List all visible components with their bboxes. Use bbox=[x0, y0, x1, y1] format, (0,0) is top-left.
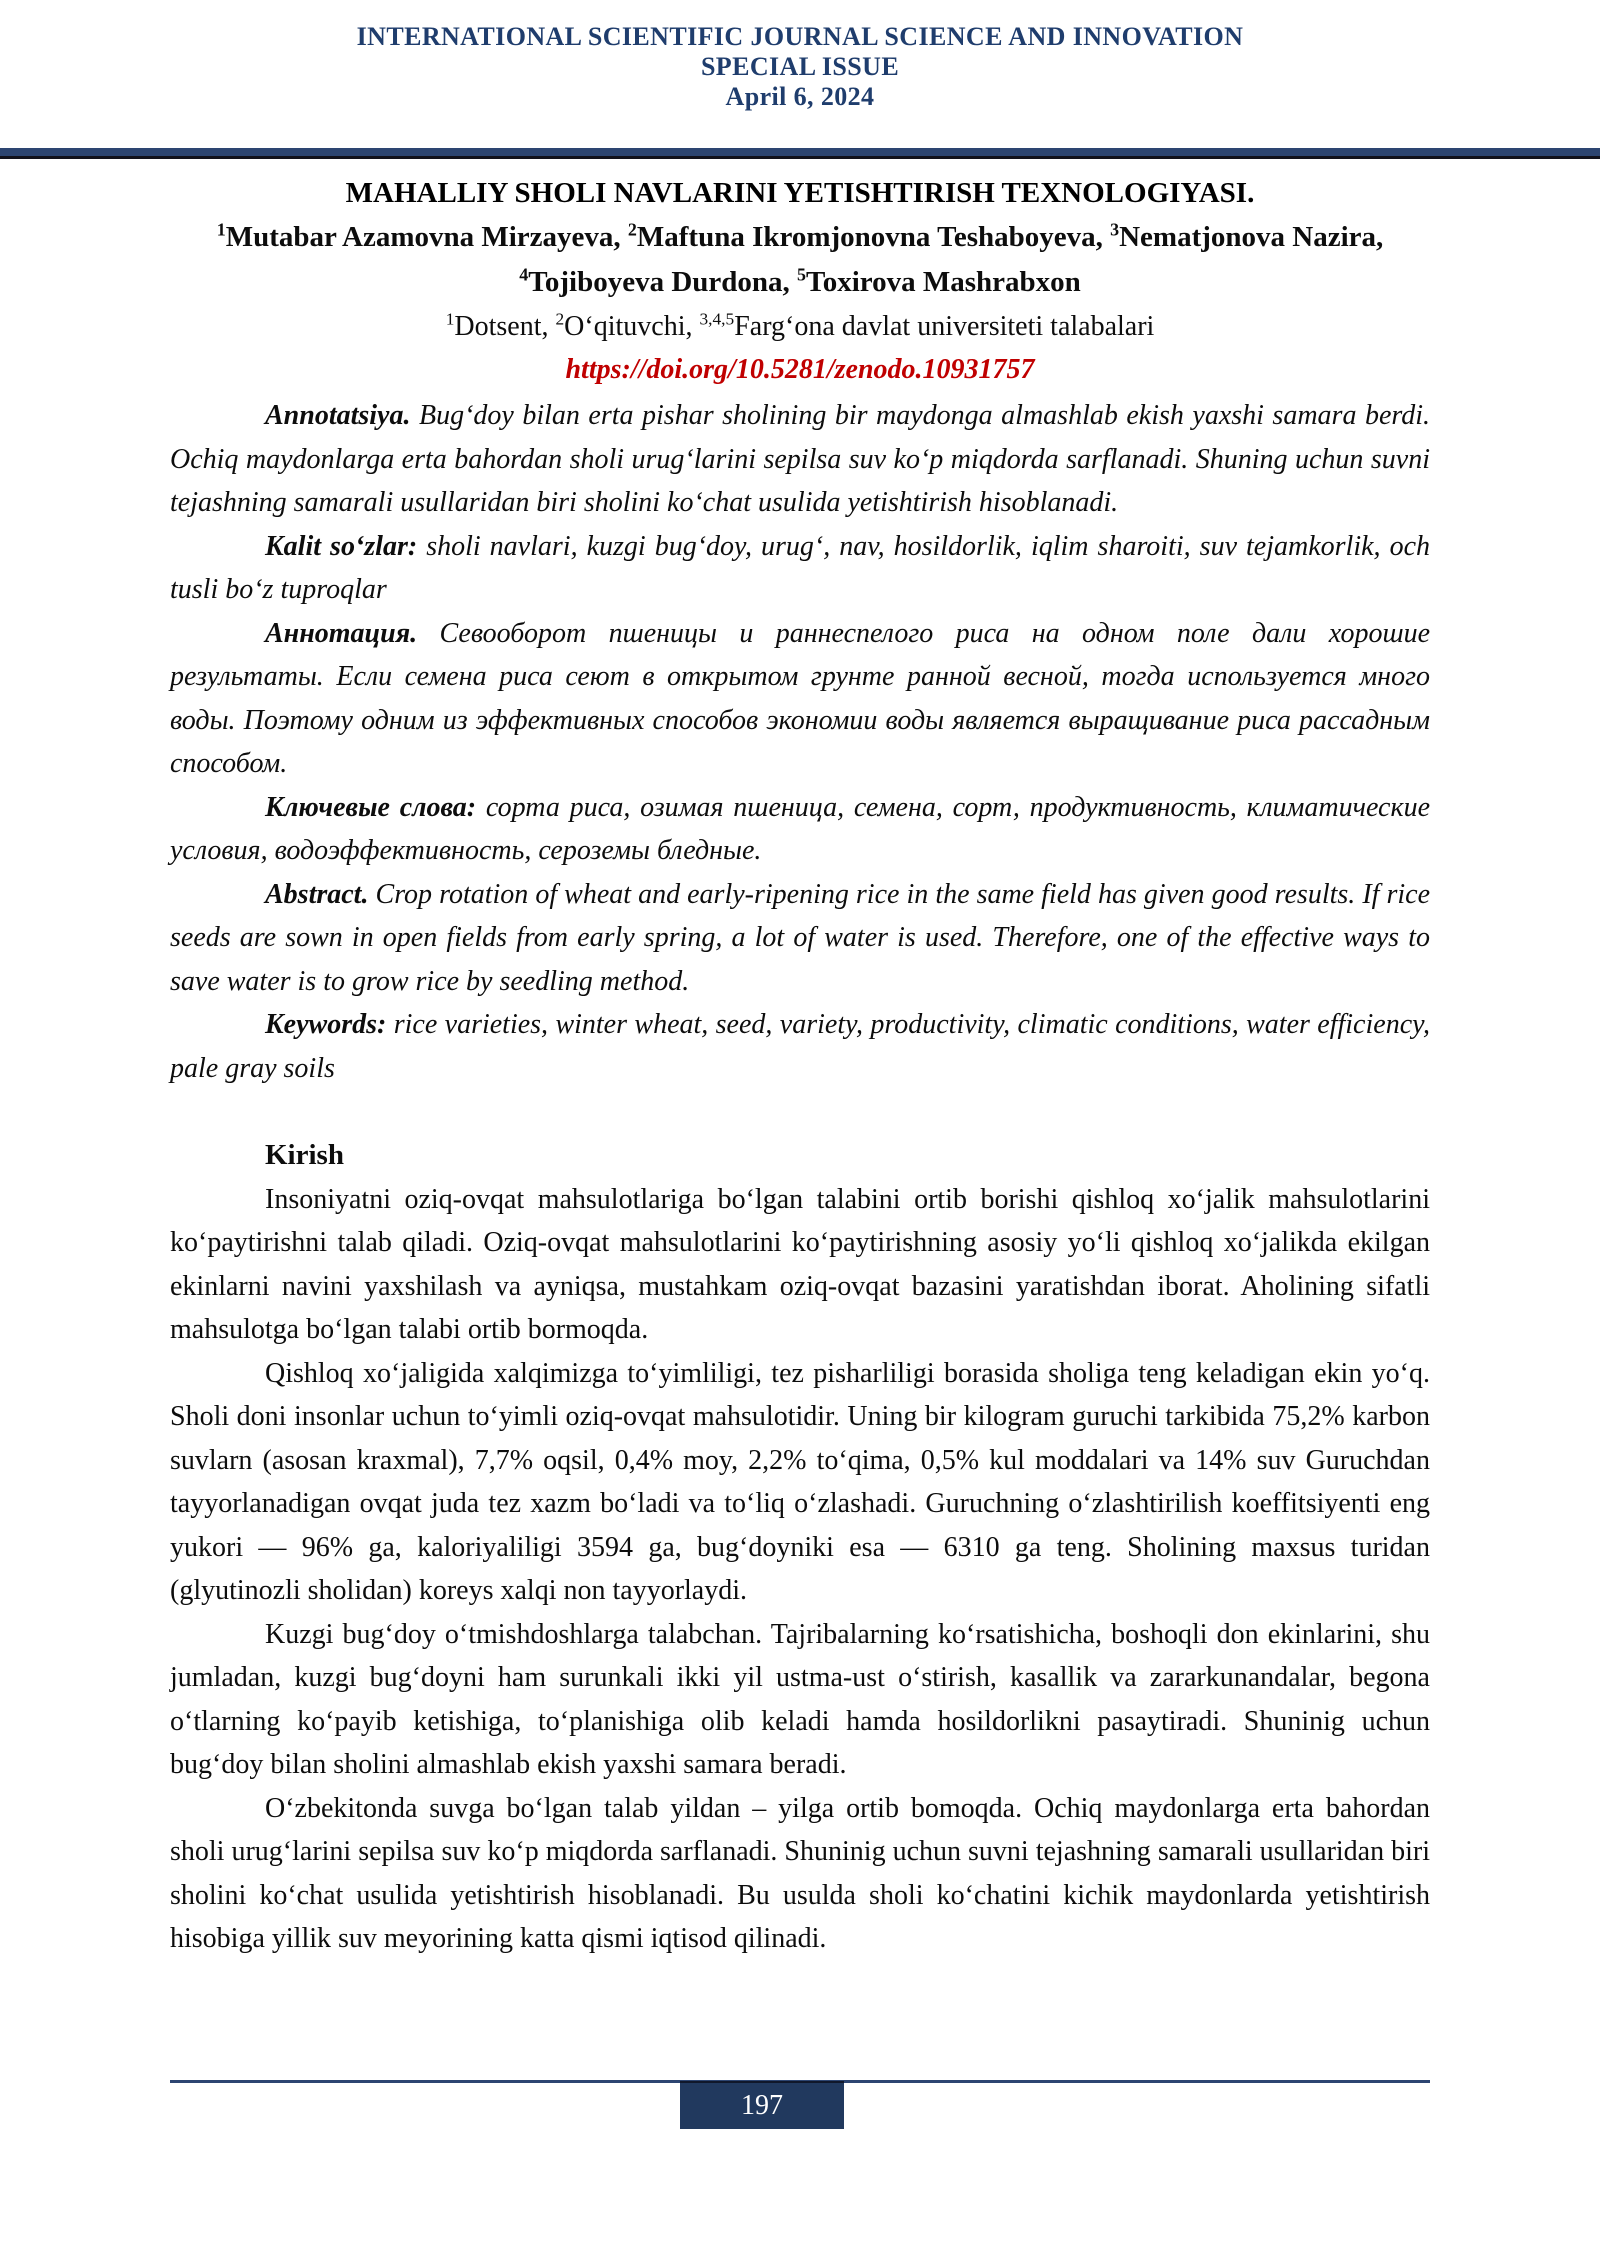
author-name: Maftuna Ikromjonovna Teshaboyeva, bbox=[636, 221, 1111, 253]
article-title: MAHALLIY SHOLI NAVLARINI YETISHTIRISH TEXNOLOGIYASI. bbox=[345, 177, 1255, 209]
author-name: Nematjonova Nazira, bbox=[1119, 221, 1384, 253]
issue-date: April 6, 2024 bbox=[725, 82, 875, 111]
affiliation-line bbox=[170, 305, 1430, 348]
abstract-en-text: Crop rotation of wheat and early-ripening rice in the same field has given good results. If rice seeds are sown in open fields from early spring, a lot of water is used. Therefore, one of the effective ways to save water is to grow rice by seedling method. bbox=[170, 878, 1430, 997]
affiliation-superscript: 2 bbox=[555, 309, 565, 329]
author-superscript: 1 bbox=[216, 219, 226, 240]
affiliation-superscript: 3,4,5 bbox=[699, 309, 735, 329]
body-paragraph-1: Insoniyatni oziq-ovqat mahsulotlariga bo‘lgan talabini ortib borishi qishloq xo‘jalik mahsulotlarini ko‘paytirishni talab qiladi. Oziq-ovqat mahsulotlarini ko‘paytirishning asosiy yo‘li qishloq xo‘jalikda ekilgan ekinlarni navini yaxshilash va ayniqsa, mustahkam oziq-ovqat bazasini yaratishdan iborat. Aholining sifatli mahsulotga bo‘lgan talabi ortib bormoqda. bbox=[170, 1183, 1430, 1345]
author-superscript: 5 bbox=[797, 264, 807, 285]
author-name: Mutabar Azamovna Mirzayeva, bbox=[225, 221, 628, 253]
authors-line bbox=[170, 215, 1430, 305]
body-paragraph-2: Qishloq xo‘jaligida xalqimizga to‘yimliligi, tez pisharliligi borasida sholiga teng keladigan ekin yo‘q. Sholi doni insonlar uchun to‘yimli oziq-ovqat mahsulotidir. Uning bir kilogram guruchi tarkibida 75,2% karbon suvlarn (asosan kraxmal), 7,7% oqsil, 0,4% moy, 2,2% to‘qima, 0,5% kul moddalari va 14% suv Guruchdan tayyorlanadigan ovqat juda tez xazm bo‘ladi va to‘liq o‘zlashadi. Guruchning o‘zlashtirilish koeffitsiyenti eng yukori — 96% ga, kaloriyaliligi 3594 ga, bug‘doyniki esa — 6310 ga teng. Sholining maxsus turidan (glyutinozli sholidan) koreys xalqi non tayyorlaydi. bbox=[170, 1357, 1430, 1606]
abstract-uz bbox=[170, 394, 1430, 525]
affiliation-text: O‘qituvchi, bbox=[564, 311, 700, 342]
keywords-uz-text: sholi navlari, kuzgi bug‘doy, urug‘, nav, hosildorlik, iqlim sharoiti, suv tejamkorlik, och tusli bo‘z tuproqlar bbox=[170, 530, 1430, 605]
keywords-ru-label: Ключевые слова: bbox=[265, 791, 477, 823]
abstract-ru-label: Аннотация. bbox=[265, 617, 418, 649]
abstract-uz-label: Annotatsiya. bbox=[265, 400, 411, 431]
header-divider-bar bbox=[0, 148, 1600, 159]
doi-line bbox=[170, 348, 1430, 392]
author-name: Toxirova Mashrabxon bbox=[806, 266, 1081, 298]
section-heading-kirish: Kirish bbox=[265, 1139, 344, 1171]
affiliation-superscript: 1 bbox=[445, 309, 455, 329]
page-number: 197 bbox=[741, 2090, 783, 2121]
abstract-ru bbox=[170, 612, 1430, 786]
body-paragraph-4: O‘zbekitonda suvga bo‘lgan talab yildan – yilga ortib bomoqda. Ochiq maydonlarga erta bahordan sholi urug‘larini sepilsa suv ko‘p miqdorda sarflanadi. Shuninig uchun suvni tejashning samarali usullaridan biri sholini ko‘chat usulida yetishtirish hisoblanadi. Bu usulda sholi ko‘chatini kichik maydonlarda yetishtirish hisobiga yillik suv meyorining katta qismi iqtisod qilinadi. bbox=[170, 1792, 1430, 1954]
abstract-ru-text: Севооборот пшеницы и раннеспелого риса на одном поле дали хорошие результаты. Если семена риса сеют в открытом грунте ранной весной, тогда используется много воды. Поэтому одним из эффективных способов экономии воды является выращивание риса рассадным способом. bbox=[170, 617, 1431, 779]
keywords-uz-label: Kalit so‘zlar: bbox=[265, 530, 418, 562]
page-header bbox=[0, 0, 1600, 112]
article-body bbox=[170, 171, 1430, 1961]
keywords-en bbox=[170, 1003, 1430, 1090]
doi-link[interactable]: https://doi.org/10.5281/zenodo.10931757 bbox=[565, 354, 1035, 385]
page-number-badge bbox=[680, 2081, 844, 2129]
issue-label: SPECIAL ISSUE bbox=[700, 52, 900, 81]
keywords-en-text: rice varieties, winter wheat, seed, variety, productivity, climatic conditions, water efficiency, pale gray soils bbox=[170, 1009, 1431, 1084]
journal-title: INTERNATIONAL SCIENTIFIC JOURNAL SCIENCE AND INNOVATION bbox=[356, 22, 1244, 51]
keywords-uz bbox=[170, 525, 1430, 612]
abstracts-section bbox=[170, 394, 1430, 1090]
keywords-ru-text: сорта риса, озимая пшеница, семена, сорт, продуктивность, климатические условия, водоэффективность, сероземы бледные. bbox=[170, 791, 1431, 866]
affiliation-text: Farg‘ona davlat universiteti talabalari bbox=[734, 311, 1155, 342]
affiliation-text: Dotsent, bbox=[454, 311, 556, 342]
abstract-en-label: Abstract. bbox=[265, 878, 369, 910]
keywords-en-label: Keywords: bbox=[265, 1009, 387, 1040]
abstract-uz-text: Bug‘doy bilan erta pishar sholining bir maydonga almashlab ekish yaxshi samara berdi. Ochiq maydonlarga erta bahordan sholi urug‘larini sepilsa suv ko‘p miqdorda sarflanadi. Shuning uchun suvni tejashning samarali usullaridan biri sholini ko‘chat usulida yetishtirish hisoblanadi. bbox=[170, 400, 1431, 518]
author-superscript: 3 bbox=[1110, 219, 1120, 240]
author-superscript: 4 bbox=[519, 264, 529, 285]
body-paragraph-3: Kuzgi bug‘doy o‘tmishdoshlarga talabchan. Tajribalarning ko‘rsatishicha, boshoqli don ekinlarini, shu jumladan, kuzgi bug‘doyni ham surunkali ikki yil ustma-ust o‘stirish, kasallik va zararkunandalar, begona o‘tlarning ko‘payib ketishiga, to‘planishiga olib keladi hamda hosildorlikni pasaytiradi. Shuninig uchun bug‘doy bilan sholini almashlab ekish yaxshi samara beradi. bbox=[170, 1618, 1430, 1780]
author-superscript: 2 bbox=[627, 219, 637, 240]
abstract-en bbox=[170, 873, 1430, 1004]
author-name: Tojiboyeva Durdona, bbox=[528, 266, 798, 298]
keywords-ru bbox=[170, 786, 1430, 873]
